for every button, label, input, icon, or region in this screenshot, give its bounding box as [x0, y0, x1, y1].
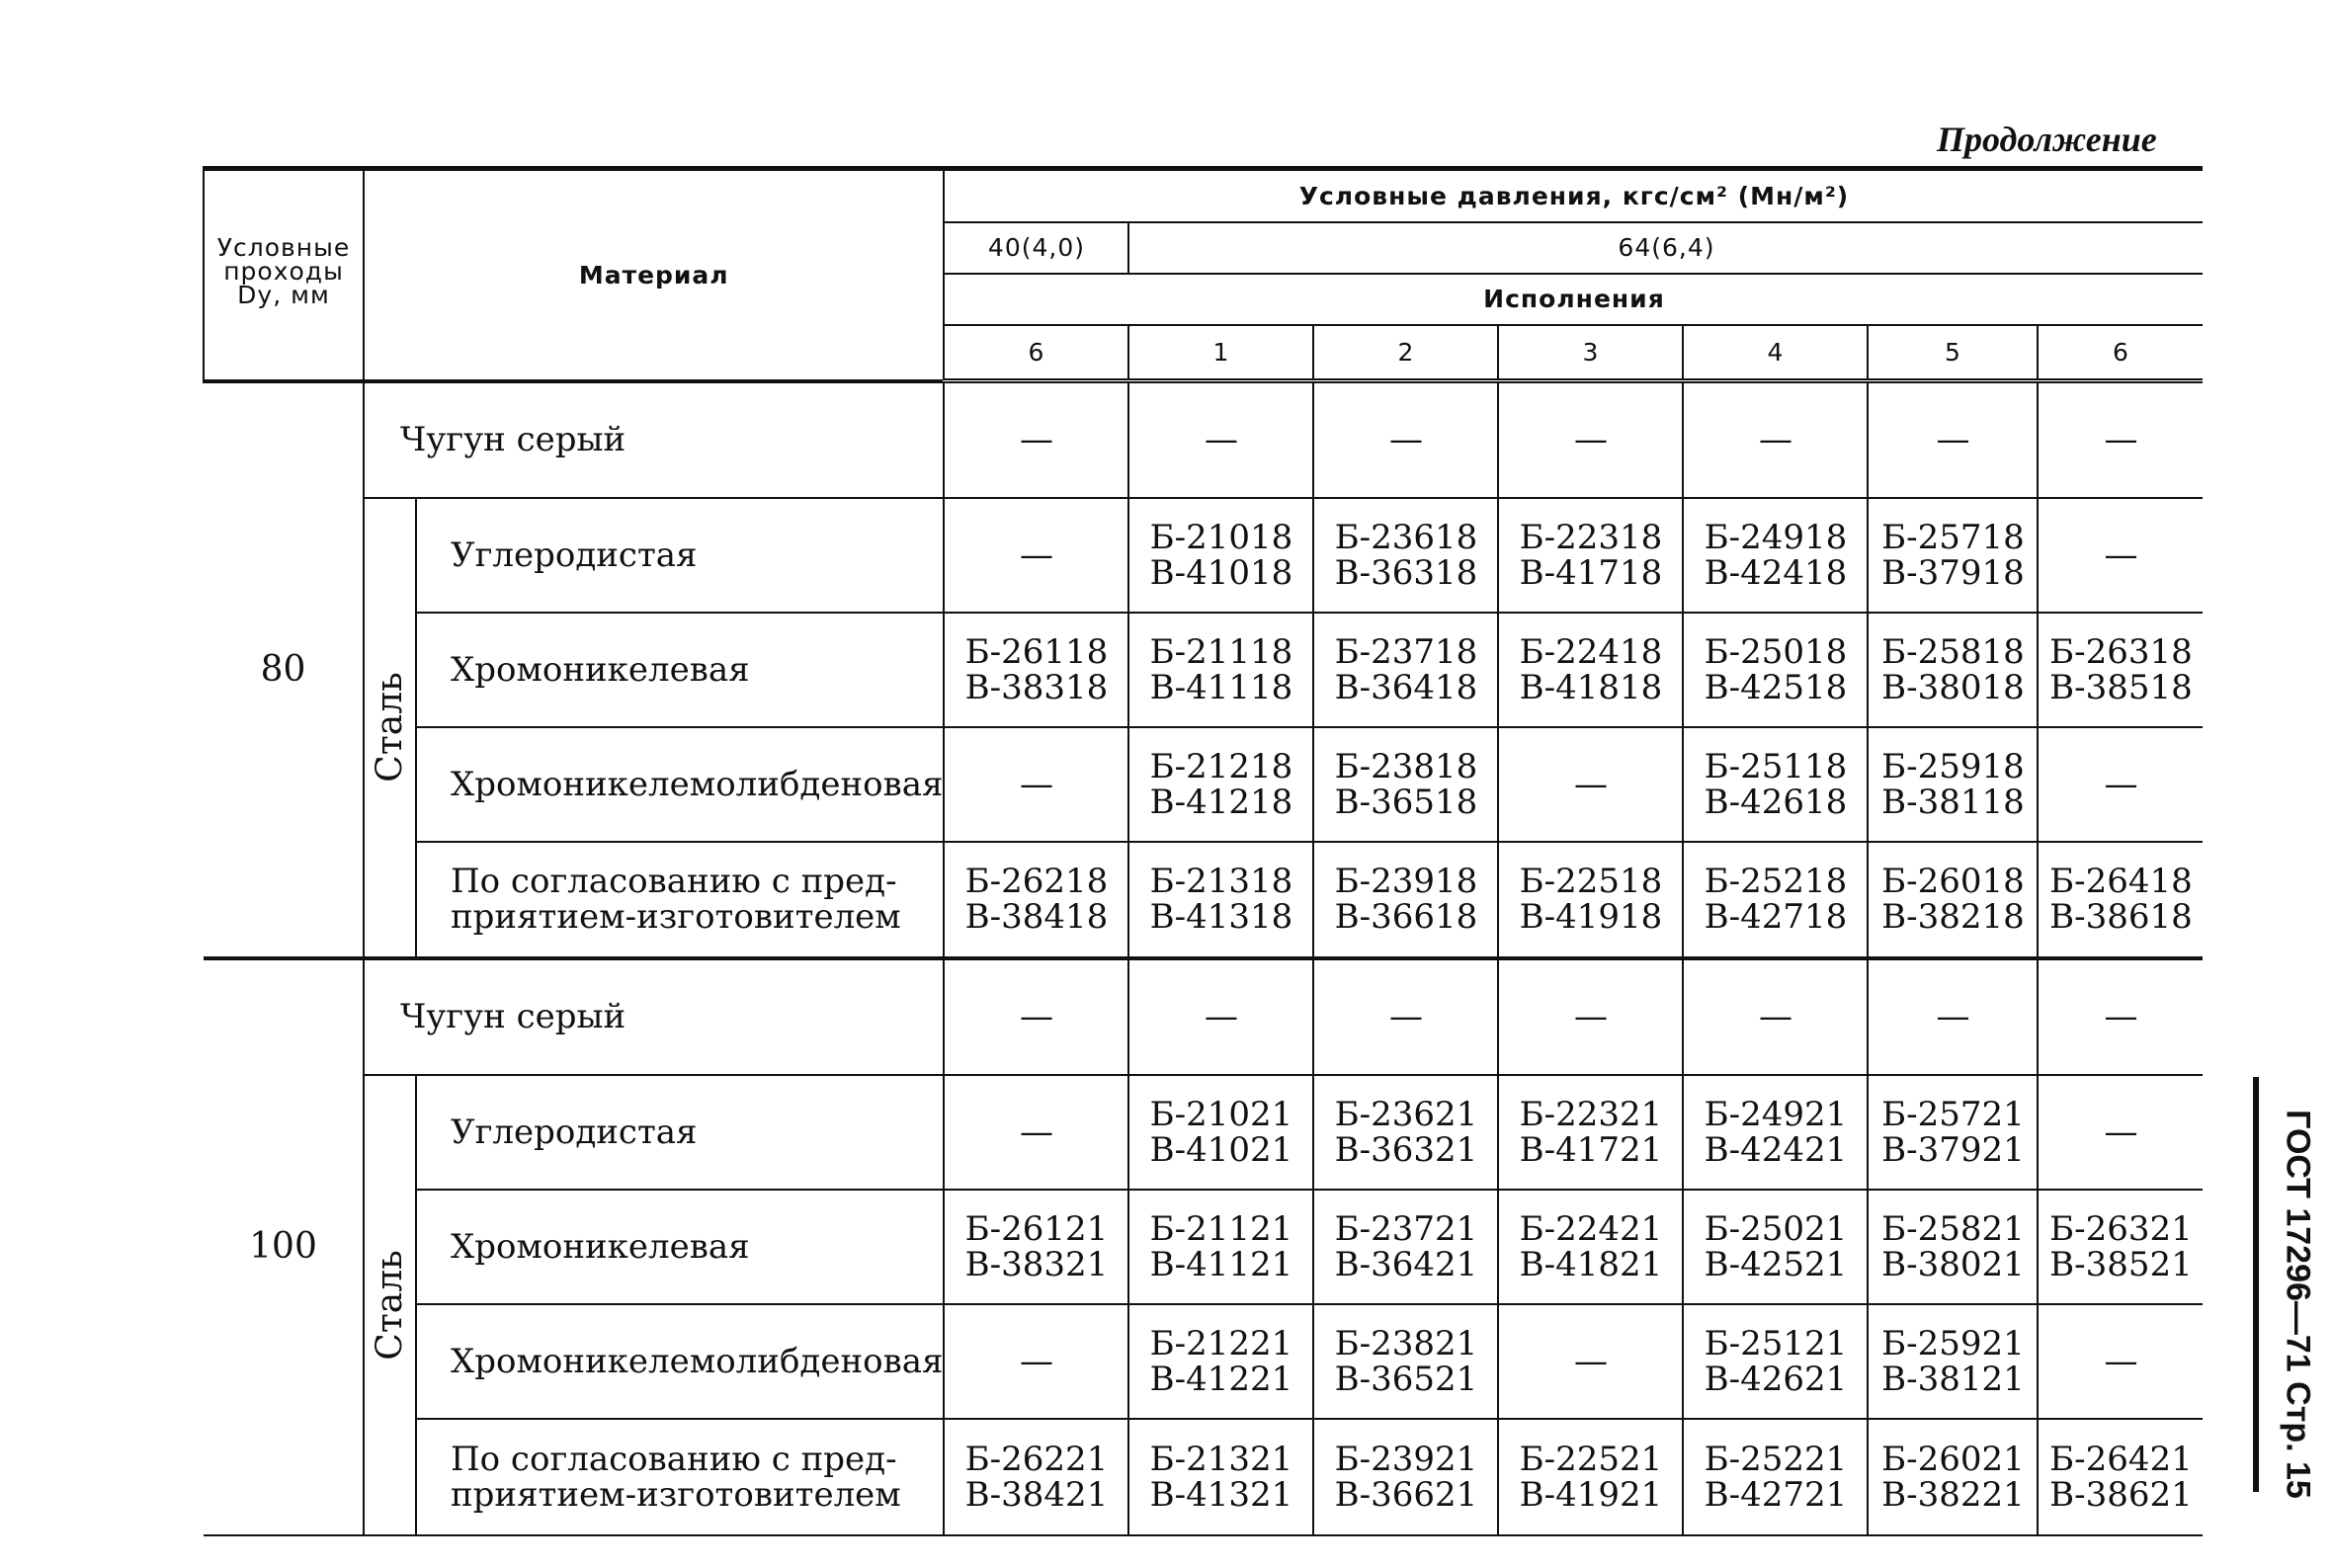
steel-group-label — [364, 1075, 416, 1535]
material-cell: Хромоникелевая — [416, 1190, 944, 1304]
pressure-header: Условные давления, кгс/см² (Мн/м²) — [944, 169, 2203, 222]
exec-number-header: 3 — [1498, 325, 1683, 381]
designation-cell: — — [944, 1075, 1128, 1190]
designation-cell: Б-25818 В-38018 — [1868, 613, 2038, 727]
designation-cell: Б-26318 В-38518 — [2038, 613, 2203, 727]
designation-cell: Б-23921 В-36621 — [1313, 1419, 1498, 1535]
pressure-40-header: 40(4,0) — [944, 222, 1128, 274]
designation-cell: — — [944, 727, 1128, 842]
designation-cell: — — [1128, 381, 1313, 498]
steel-group-label — [364, 498, 416, 958]
designation-cell: Б-23918 В-36618 — [1313, 842, 1498, 958]
designation-cell: — — [2038, 1304, 2203, 1419]
material-cell: Чугун серый — [364, 958, 944, 1075]
designation-cell: Б-21121 В-41121 — [1128, 1190, 1313, 1304]
designation-cell: Б-25118 В-42618 — [1683, 727, 1868, 842]
exec-number-header: 1 — [1128, 325, 1313, 381]
designation-cell: Б-26418 В-38618 — [2038, 842, 2203, 958]
material-cell: Углеродистая — [416, 1075, 944, 1190]
designation-cell: Б-23618 В-36318 — [1313, 498, 1498, 613]
designation-cell: Б-25718 В-37918 — [1868, 498, 2038, 613]
designation-cell: Б-26121 В-38321 — [944, 1190, 1128, 1304]
designation-cell: Б-25918 В-38118 — [1868, 727, 2038, 842]
dn-cell: 80 — [204, 381, 364, 958]
valve-designation-table — [203, 166, 2203, 1536]
exec-number-header: 6 — [2038, 325, 2203, 381]
designation-cell: Б-26221 В-38421 — [944, 1419, 1128, 1535]
designation-cell: — — [1313, 381, 1498, 498]
designation-cell: Б-25018 В-42518 — [1683, 613, 1868, 727]
designation-cell: Б-26218 В-38418 — [944, 842, 1128, 958]
designation-cell: Б-25221 В-42721 — [1683, 1419, 1868, 1535]
designation-cell: — — [1868, 381, 2038, 498]
material-cell: Хромоникелемолибденовая — [416, 1304, 944, 1419]
designation-cell: — — [1868, 958, 2038, 1075]
designation-cell: Б-23821 В-36521 — [1313, 1304, 1498, 1419]
designation-cell: — — [1683, 958, 1868, 1075]
steel-label: Сталь — [369, 1249, 410, 1361]
pressure-64-header: 64(6,4) — [1128, 222, 2203, 274]
designation-cell: Б-25021 В-42521 — [1683, 1190, 1868, 1304]
material-cell: Хромоникелевая — [416, 613, 944, 727]
dn-header: Условные проходы Dу, мм — [204, 169, 364, 381]
designation-cell: — — [944, 381, 1128, 498]
designation-cell: Б-22321 В-41721 — [1498, 1075, 1683, 1190]
material-cell: По согласованию с пред- приятием-изготовителем — [416, 1419, 944, 1535]
designation-cell: — — [1313, 958, 1498, 1075]
designation-cell: — — [1498, 727, 1683, 842]
designation-cell: Б-23721 В-36421 — [1313, 1190, 1498, 1304]
designation-cell: — — [1498, 381, 1683, 498]
designation-cell: Б-21018 В-41018 — [1128, 498, 1313, 613]
designation-cell: — — [2038, 727, 2203, 842]
material-cell: По согласованию с пред- приятием-изготовителем — [416, 842, 944, 958]
designation-cell: Б-23818 В-36518 — [1313, 727, 1498, 842]
material-header: Материал — [364, 169, 944, 381]
designation-cell: — — [1128, 958, 1313, 1075]
exec-number-header: 6 — [944, 325, 1128, 381]
designation-cell: Б-21321 В-41321 — [1128, 1419, 1313, 1535]
designation-cell: Б-22318 В-41718 — [1498, 498, 1683, 613]
designation-cell: Б-25821 В-38021 — [1868, 1190, 2038, 1304]
designation-cell: Б-22421 В-41821 — [1498, 1190, 1683, 1304]
designation-cell: Б-22418 В-41818 — [1498, 613, 1683, 727]
material-cell: Хромоникелемолибденовая — [416, 727, 944, 842]
designation-cell: Б-21318 В-41318 — [1128, 842, 1313, 958]
designation-cell: — — [1498, 1304, 1683, 1419]
exec-number-header: 2 — [1313, 325, 1498, 381]
designation-cell: Б-26018 В-38218 — [1868, 842, 2038, 958]
designation-cell: — — [2038, 498, 2203, 613]
designation-cell: Б-25218 В-42718 — [1683, 842, 1868, 958]
designation-cell: Б-24921 В-42421 — [1683, 1075, 1868, 1190]
designation-cell: — — [1498, 958, 1683, 1075]
designation-cell: — — [2038, 958, 2203, 1075]
designation-cell: Б-22518 В-41918 — [1498, 842, 1683, 958]
designation-cell: Б-26021 В-38221 — [1868, 1419, 2038, 1535]
continuation-label: Продолжение — [1937, 120, 2157, 159]
steel-label: Сталь — [369, 672, 410, 783]
exec-number-header: 5 — [1868, 325, 2038, 381]
designation-cell: Б-23718 В-36418 — [1313, 613, 1498, 727]
standard-reference: ГОСТ 17296—71 Стр. 15 — [2279, 1110, 2317, 1499]
designation-cell: Б-25921 В-38121 — [1868, 1304, 2038, 1419]
designation-cell: Б-21021 В-41021 — [1128, 1075, 1313, 1190]
designation-cell: Б-21218 В-41218 — [1128, 727, 1313, 842]
material-cell: Углеродистая — [416, 498, 944, 613]
exec-number-header: 4 — [1683, 325, 1868, 381]
designation-cell: Б-25721 В-37921 — [1868, 1075, 2038, 1190]
designation-cell: Б-26421 В-38621 — [2038, 1419, 2203, 1535]
designation-cell: Б-26118 В-38318 — [944, 613, 1128, 727]
material-cell: Чугун серый — [364, 381, 944, 498]
designation-cell: Б-22521 В-41921 — [1498, 1419, 1683, 1535]
dn-cell: 100 — [204, 958, 364, 1535]
designation-cell: Б-26321 В-38521 — [2038, 1190, 2203, 1304]
page-sidebar — [2258, 1067, 2333, 1541]
designation-cell: — — [1683, 381, 1868, 498]
designation-cell: — — [944, 958, 1128, 1075]
designation-cell: — — [944, 1304, 1128, 1419]
designation-cell: — — [944, 498, 1128, 613]
designation-cell: Б-23621 В-36321 — [1313, 1075, 1498, 1190]
designation-cell: — — [2038, 381, 2203, 498]
designation-cell: Б-24918 В-42418 — [1683, 498, 1868, 613]
designation-cell: Б-25121 В-42621 — [1683, 1304, 1868, 1419]
designation-cell: — — [2038, 1075, 2203, 1190]
exec-header: Исполнения — [944, 274, 2203, 325]
designation-cell: Б-21118 В-41118 — [1128, 613, 1313, 727]
designation-cell: Б-21221 В-41221 — [1128, 1304, 1313, 1419]
